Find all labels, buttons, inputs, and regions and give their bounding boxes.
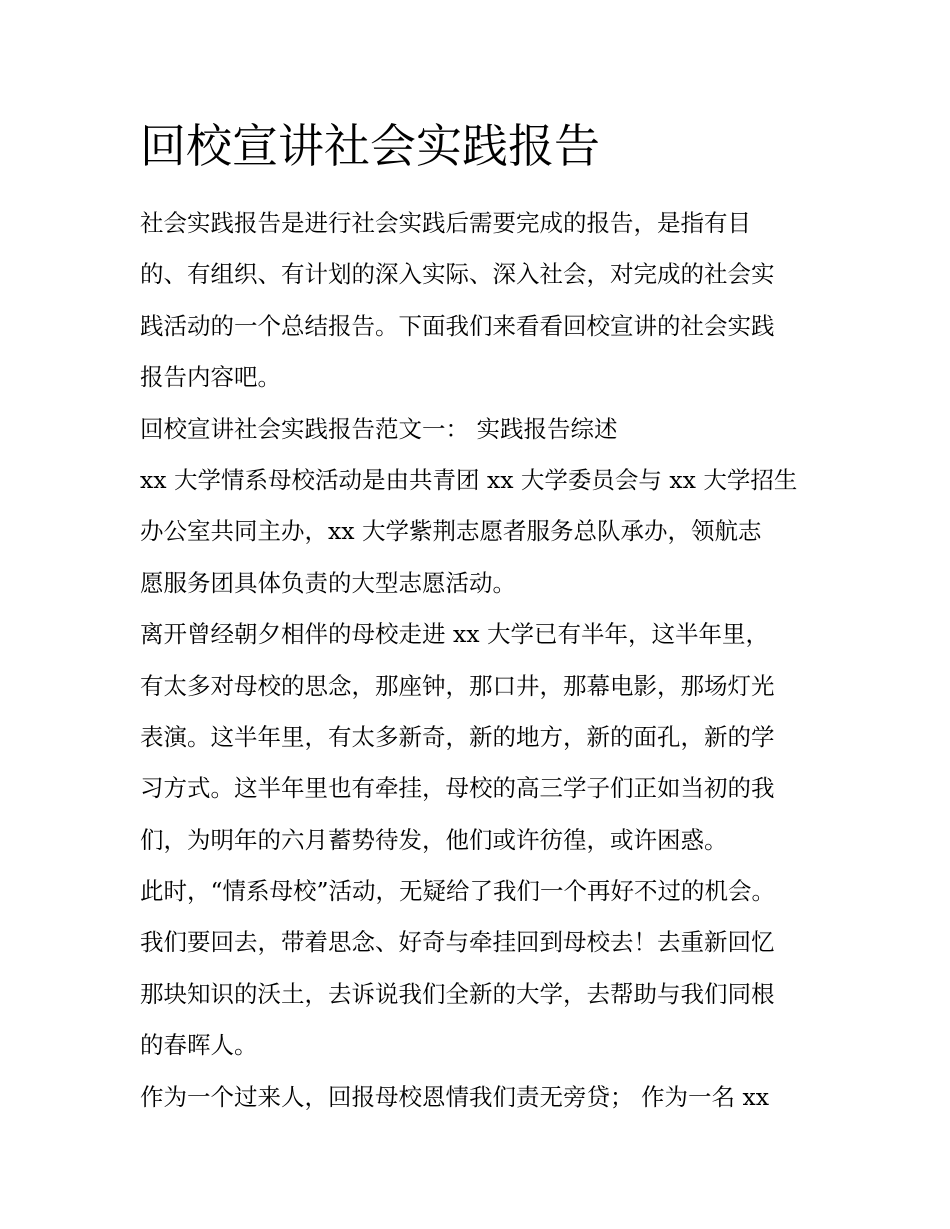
text-line: xx 大学情系母校活动是由共青团 xx 大学委员会与 xx 大学招生 bbox=[140, 465, 798, 494]
text-line: 践活动的一个总结报告。下面我们来看看回校宣讲的社会实践 bbox=[140, 311, 775, 340]
text-line: 社会实践报告是进行社会实践后需要完成的报告，是指有目 bbox=[140, 209, 751, 237]
text-line: 习方式。这半年里也有牵挂，母校的高三学子们正如当初的我 bbox=[140, 774, 775, 803]
text-line: 我们要回去，带着思念、好奇与牵挂回到母校去！去重新回忆 bbox=[140, 928, 775, 957]
text-line: 那块知识的沃土，去诉说我们全新的大学，去帮助与我们同根 bbox=[140, 979, 775, 1008]
text-line: 离开曾经朝夕相伴的母校走进 xx 大学已有半年，这半年里， bbox=[140, 620, 769, 649]
text-line: 此时，“情系母校”活动，无疑给了我们一个再好不过的机会。 bbox=[140, 877, 776, 906]
paragraph-activity bbox=[140, 455, 820, 609]
document-title: 回校宣讲社会实践报告 bbox=[140, 119, 600, 173]
paragraph-intro bbox=[140, 198, 820, 404]
text-line: 的春晖人。 bbox=[140, 1031, 258, 1060]
text-line: 表演。这半年里，有太多新奇，新的地方，新的面孔，新的学 bbox=[140, 722, 775, 751]
text-line: 作为一个过来人，回报母校恩情我们责无旁贷； 作为一名 xx bbox=[140, 1082, 769, 1111]
text-line: 们，为明年的六月蓄势待发，他们或许彷徨，或许困惑。 bbox=[140, 825, 728, 854]
paragraph-half-year bbox=[140, 609, 820, 866]
text-line: 办公室共同主办，xx 大学紫荆志愿者服务总队承办，领航志 bbox=[140, 517, 762, 546]
text-line: 有太多对母校的思念，那座钟，那口井，那幕电影，那场灯光 bbox=[140, 671, 775, 700]
paragraph-opportunity bbox=[140, 866, 820, 1072]
text-line: 报告内容吧。 bbox=[140, 363, 281, 392]
text-line: 回校宣讲社会实践报告范文一： 实践报告综述 bbox=[140, 414, 618, 443]
document-body bbox=[140, 198, 820, 1123]
text-line: 的、有组织、有计划的深入实际、深入社会，对完成的社会实 bbox=[140, 260, 775, 289]
paragraph-repay bbox=[140, 1072, 820, 1123]
paragraph-section-heading bbox=[140, 404, 820, 455]
text-line: 愿服务团具体负责的大型志愿活动。 bbox=[140, 568, 516, 597]
